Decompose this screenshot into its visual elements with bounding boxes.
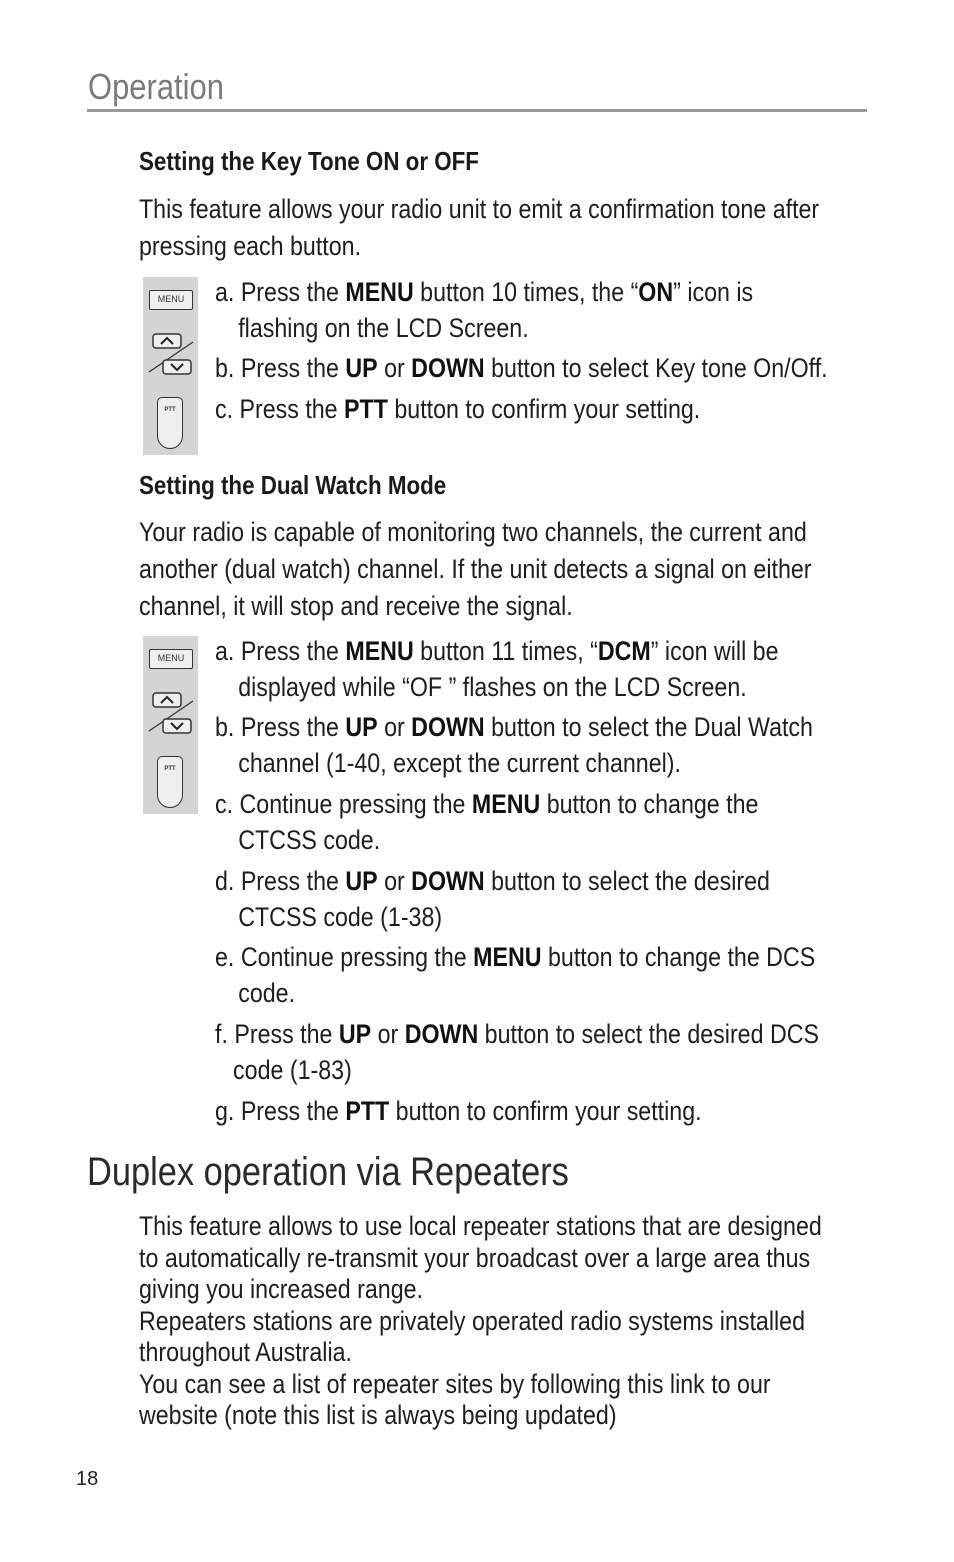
up-down-keys-icon [147, 691, 195, 735]
header-divider [87, 109, 867, 112]
menu-key-icon: MENU [149, 649, 193, 669]
body-line: This feature allows to use local repeater stations that are designed [139, 1211, 822, 1241]
duplex-section-title: Duplex operation via Repeaters [87, 1150, 569, 1194]
dual-watch-step-b: b. Press the UP or DOWN button to select the Dual Watch channel (1-40, except the current channel). [215, 712, 813, 778]
dual-watch-heading: Setting the Dual Watch Mode [139, 470, 447, 500]
body-line: giving you increased range. [139, 1274, 423, 1304]
dual-watch-intro [139, 514, 812, 625]
intro-line: another (dual watch) channel. If the unit detects a signal on either [139, 554, 812, 584]
intro-line: pressing each button. [139, 231, 362, 261]
dual-watch-step-f: f. Press the UP or DOWN button to select the desired DCS code (1-83) [215, 1019, 819, 1085]
body-line: Repeaters stations are privately operated radio systems installed [139, 1305, 805, 1336]
intro-line: This feature allows your radio unit to emit a confirmation tone after [139, 194, 820, 224]
ptt-key-icon: PTT [157, 756, 183, 808]
intro-line: channel, it will stop and receive the signal. [139, 591, 573, 621]
key-tone-intro [139, 191, 819, 265]
duplex-body [139, 1211, 822, 1432]
body-line: to automatically re-transmit your broadcast over a large area thus [139, 1242, 811, 1273]
body-line: website (note this list is always being updated) [139, 1400, 617, 1430]
up-down-keys-icon [147, 332, 195, 376]
menu-key-icon: MENU [149, 290, 193, 310]
key-tone-step-c: c. Press the PTT button to confirm your setting. [215, 394, 701, 424]
section-header: Operation [88, 66, 224, 107]
key-tone-heading: Setting the Key Tone ON or OFF [139, 146, 479, 176]
dual-watch-button-panel [143, 636, 198, 814]
key-tone-step-a: a. Press the MENU button 10 times, the “ON” icon is flashing on the LCD Screen. [215, 277, 754, 343]
key-tone-step-b: b. Press the UP or DOWN button to select Key tone On/Off. [215, 353, 828, 383]
key-tone-button-panel [143, 277, 198, 455]
dual-watch-step-a: a. Press the MENU button 11 times, “DCM” icon will be displayed while “OF ” flashes on the LCD Screen. [215, 636, 779, 702]
dual-watch-step-e: e. Continue pressing the MENU button to change the DCS code. [215, 942, 816, 1008]
dual-watch-step-d: d. Press the UP or DOWN button to select the desired CTCSS code (1-38) [215, 866, 770, 932]
page-number: 18 [76, 1468, 99, 1490]
dual-watch-step-g: g. Press the PTT button to confirm your setting. [215, 1096, 702, 1126]
ptt-key-icon: PTT [157, 397, 183, 449]
dual-watch-step-c: c. Continue pressing the MENU button to change the CTCSS code. [215, 789, 759, 855]
body-line: You can see a list of repeater sites by following this link to our [139, 1368, 771, 1399]
intro-line: Your radio is capable of monitoring two channels, the current and [139, 517, 807, 547]
body-line: throughout Australia. [139, 1337, 352, 1367]
